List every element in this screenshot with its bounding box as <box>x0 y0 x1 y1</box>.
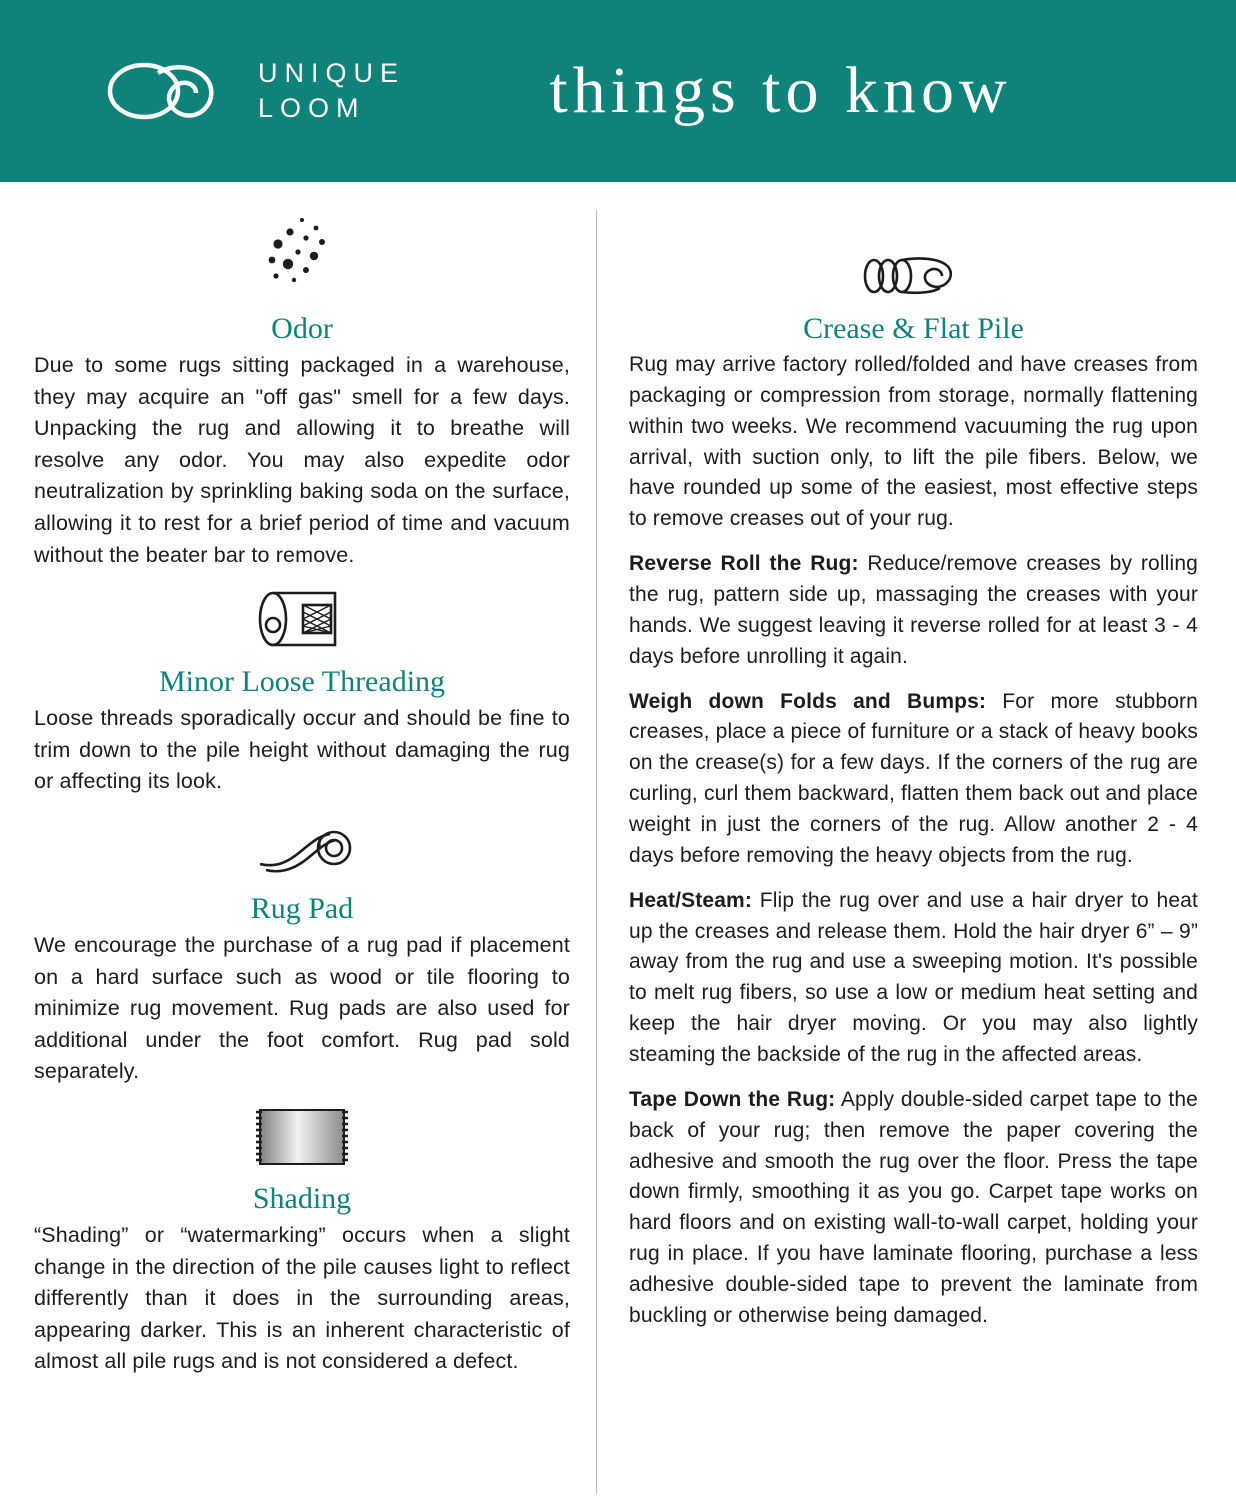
tip-heat-steam <box>629 886 1198 1071</box>
rug-pad-roll-icon <box>34 802 570 886</box>
tip-text: Flip the rug over and use a hair dryer to heat up the creases and release them. Hold the hair dryer 6” – 9” away from the rug and use a sweeping motion. It's possible to melt rug fibers, so use a low or medium heat setting and keep the hair dryer moving. Or you may also lightly steaming the backside of the rug in the affected areas. <box>629 888 1198 1067</box>
section-title: Rug Pad <box>250 891 354 925</box>
brand-line-1: UNIQUE <box>258 58 406 89</box>
crease-intro-paragraph: Rug may arrive factory rolled/folded and have creases from packaging or compression from storage, normally flattening within two weeks. We recommend vacuuming the rug upon arrival, with suction only, to lift the pile fibers. Below, we have rounded up some of the easiest, most effective steps to remove creases out of your rug. <box>629 353 1198 531</box>
section-odor <box>34 210 570 571</box>
tip-reverse-roll <box>629 549 1198 672</box>
tip-text: For more stubborn creases, place a piece of furniture or a stack of heavy books on the crease(s) for a few days. If the corners of the rug are curling, curl them backward, flatten them back out and place weight in just the corners of the rug. Allow another 2 - 4 days before removing the heavy objects from the rug. <box>629 689 1198 867</box>
section-paragraph: We encourage the purchase of a rug pad if placement on a hard surface such as wood or tile flooring to minimize rug movement. Rug pads are also used for additional under the foot comfort. Rug pad sold separately. <box>34 932 570 1084</box>
brand-logo <box>100 53 405 129</box>
section-shading <box>34 1092 570 1378</box>
brand-line-2: LOOM <box>258 93 366 123</box>
right-column <box>597 210 1198 1500</box>
odor-particles-icon <box>34 210 570 306</box>
tip-lead: Tape Down the Rug: <box>629 1087 836 1111</box>
tip-lead: Reverse Roll the Rug: <box>629 552 859 576</box>
tip-lead: Weigh down Folds and Bumps: <box>629 689 987 713</box>
section-rug-pad <box>34 802 570 1088</box>
page-header <box>0 0 1236 182</box>
section-paragraph: “Shading” or “watermarking” occurs when a slight change in the direction of the pile causes light to reflect differently than it does in the surrounding areas, appearing darker. This is an inherent characteristic of almost all pile rugs and is not considered a defect. <box>34 1222 570 1374</box>
tip-tape-down <box>629 1085 1198 1332</box>
content-area <box>0 182 1236 1500</box>
left-column <box>34 210 596 1500</box>
section-minor-loose-threading <box>34 575 570 798</box>
tip-text: Reduce/remove creases by rolling the rug, pattern side up, massaging the creases with your hands. We suggest leaving it reverse rolled for at least 3 - 4 days before unrolling it again. <box>629 552 1198 668</box>
section-paragraph: Loose threads sporadically occur and should be fine to trim down to the pile height without damaging the rug or affecting its look. <box>34 706 570 794</box>
section-title: Odor <box>271 312 333 345</box>
brand-wordmark <box>258 56 405 125</box>
tip-weigh-down <box>629 687 1198 872</box>
rolled-rug-icon <box>34 575 570 659</box>
section-paragraph: Due to some rugs sitting packaged in a warehouse, they may acquire an "off gas" smell for a few days. Unpacking the rug and allowing it to breathe will resolve any odor. You may also expedite odor neutralization by sprinkling baking soda on the surface, allowing it to rest for a brief period of time and vacuum without the beater bar to remove. <box>34 353 570 567</box>
section-title: Shading <box>252 1181 352 1215</box>
rolled-pile-icon <box>629 210 1198 306</box>
section-title: Crease & Flat Pile <box>803 312 1024 345</box>
shaded-rug-icon <box>34 1092 570 1176</box>
unique-loom-mark-icon <box>100 53 240 129</box>
tip-text: Apply double-sided carpet tape to the back of your rug; then remove the paper covering the adhesive and smooth the rug over the floor. Press the tape down firmly, smoothing it as you go. Carpet tape works on hard floors and on existing wall-to-wall carpet, holding your rug in place. If you have laminate flooring, purchase a less adhesive double-sided tape to prevent the laminate from buckling or otherwise being damaged. <box>629 1087 1198 1327</box>
page-title: things to know <box>549 54 1012 127</box>
tip-lead: Heat/Steam: <box>629 888 753 912</box>
section-title: Minor Loose Threading <box>158 665 446 699</box>
